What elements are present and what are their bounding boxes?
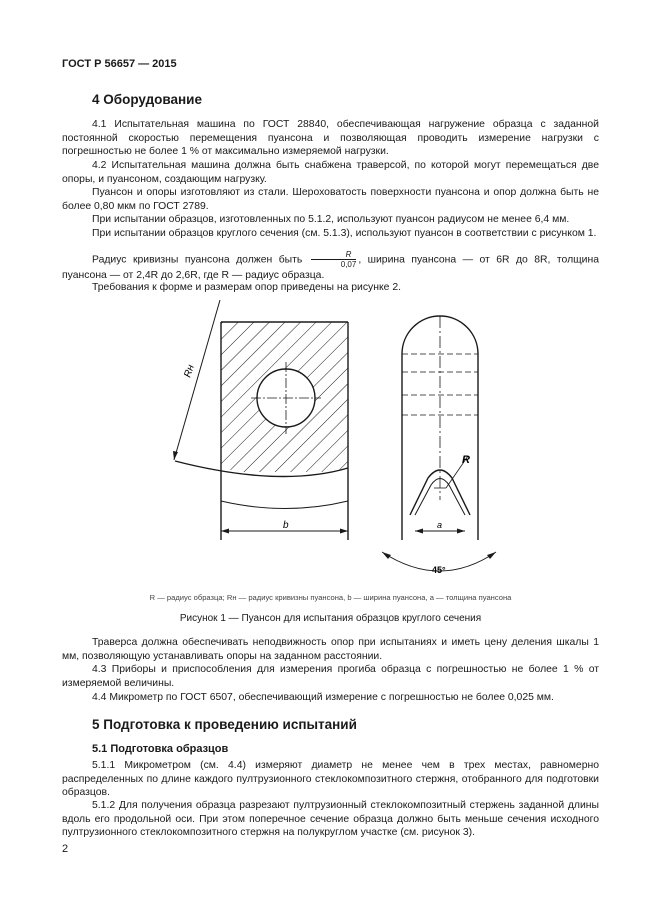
paragraph-traverse: Траверса должна обеспечивать неподвижность опор при испытаниях и иметь цену деления шкалы 1 мм, позволяющую устанавливать опоры на заданном расстоянии. <box>62 637 599 662</box>
label-angle: 45° <box>432 565 446 575</box>
page-number: 2 <box>62 843 69 855</box>
paragraph-4-1: 4.1 Испытательная машина по ГОСТ 28840, обеспечивающая нагружение образца с заданной постоянной скоростью перемещения пуансона и позволяющая проводить измерение нагрузки с погрешностью не более 1 % от максимально измеряемой нагрузки. <box>62 119 599 158</box>
paragraph-4-4: 4.4 Микрометр по ГОСТ 6507, обеспечивающий измерение с погрешностью не более 0,025 мм. <box>92 692 554 703</box>
paragraph-4-2: 4.2 Испытательная машина должна быть снабжена траверсой, по которой могут перемещаться две опоры, и пуансоном, создающим нагрузку. <box>62 160 599 185</box>
label-rh: Rн <box>182 363 197 379</box>
paragraph-5-1-1: 5.1.1 Микрометром (см. 4.4) измеряют диаметр не менее чем в трех местах, равномерно распределенных по длине каждого пултрузионного стеклокомпозитного стержня, отобранного для подготовки образцов. <box>62 760 599 799</box>
fraction-numerator: R <box>311 250 357 260</box>
label-a: a <box>437 520 443 530</box>
paragraph-4-3: 4.3 Приборы и приспособления для измерения прогиба образца с погрешностью не более 1 % от измеряемой величины. <box>62 664 599 689</box>
rh-dimension-line <box>174 300 220 460</box>
figure-1-legend: R — радиус образца; Rн — радиус кривизны пуансона, b — ширина пуансона, a — толщина пуансона <box>149 593 512 602</box>
punch-side-view <box>382 316 496 571</box>
paragraph-5-1-2: 5.1.2 Для получения образца разрезают пултрузионный стеклокомпозитный стержень заданной длины вдоль его продольной оси. При этом поперечное сечение образца должно быть меньше сечения исходного пултрузионного стеклокомпозитного стержня на полукруглом участке (см. рисунок 3). <box>62 800 599 839</box>
curvature-text-start: Радиус кривизны пуансона должен быть <box>92 254 303 266</box>
section-5-title: 5 Подготовка к проведению испытаний <box>92 717 357 732</box>
figure-1-caption: Рисунок 1 — Пуансон для испытания образцов круглого сечения <box>179 613 482 624</box>
fraction-denominator: 0,07 <box>340 260 357 269</box>
lower-curve <box>221 501 348 509</box>
punch-front-view <box>173 300 348 540</box>
paragraph-supports-ref: Требования к форме и размерам опор приведены на рисунке 2. <box>92 282 401 293</box>
paragraph-punch-material: Пуансон и опоры изготовляют из стали. Шероховатость поверхности пуансона и опор должна быть не более 0,80 мкм по ГОСТ 2789. <box>62 187 599 212</box>
curvature-text-end: , ширина пуансона — от 6R до 8R, толщина пуансона — от 2,4R до 2,6R, где R — радиус образца. <box>62 254 599 281</box>
document-header: ГОСТ Р 56657 — 2015 <box>62 58 177 70</box>
paragraph-punch-radius: При испытании образцов, изготовленных по 5.1.2, используют пуансон радиусом не менее 6,4 мм. <box>92 214 570 225</box>
label-r: R <box>462 454 470 466</box>
section-4-title: 4 Оборудование <box>92 92 202 107</box>
paragraph-round-samples: При испытании образцов круглого сечения (см. 5.1.3), используют пуансон в соответствии с рисунком 1. <box>92 228 597 239</box>
subsection-5-1-title: 5.1 Подготовка образцов <box>92 743 229 755</box>
label-b: b <box>283 520 289 531</box>
